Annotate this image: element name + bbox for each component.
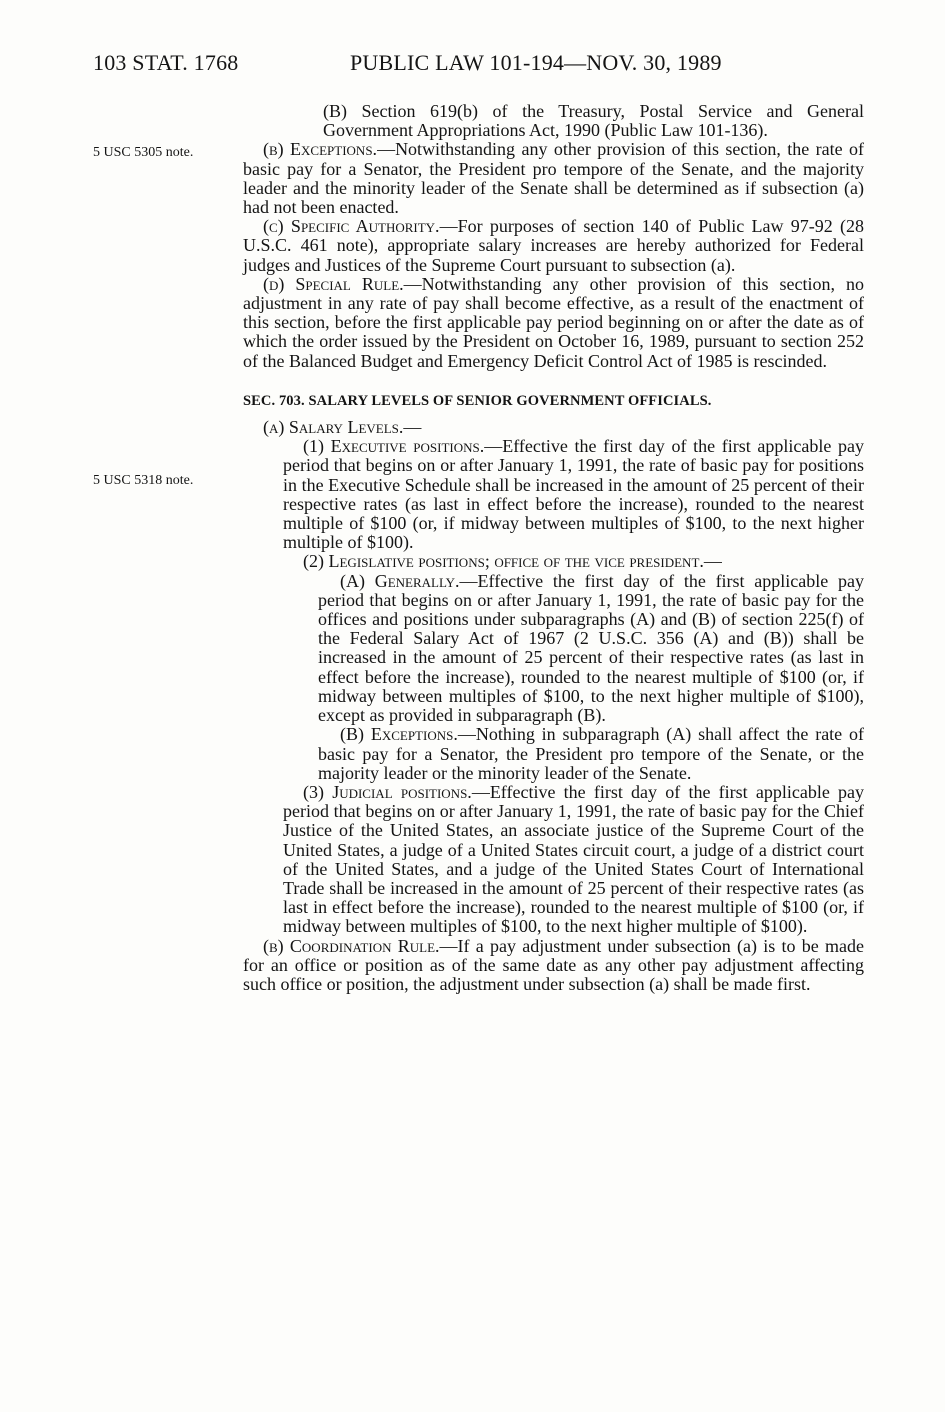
running-title: PUBLIC LAW 101-194—NOV. 30, 1989 xyxy=(350,50,722,75)
text-special-rule: —Notwithstanding any other provision of this section, no adjustment in any rate of pay shall become effective, as a result of the enactment of this section, before the first applicable pay period beginning on or after the date as of which the order issued by the President on October 16, 1989, pursuant to section 252 of the Balanced Budget and Emergency Deficit Control Act of 1985 is rescinded. xyxy=(243,273,864,371)
heading-generally: (A) Generally. xyxy=(340,570,460,591)
heading-executive-positions: (1) Executive positions. xyxy=(303,436,485,457)
paragraph-b-section-619: (B) Section 619(b) of the Treasury, Postal Service and General Government Appropriations Act, 1990 (Public Law 101-136). xyxy=(323,101,864,141)
text-judicial-positions: —Effective the first day of the first applicable pay period that begins on or after January 1, 1991, the rate of basic pay for the Chief Justice of the United States, an associate justice of the Supreme Court of the United States, a judge of a United States circuit court, a judge of a district court of the United States, and a judge of the United States Court of International Trade shall be increased in the amount of 25 percent of their respective rates (as last in effect before the increase), rounded to the nearest multiple of $100 (or, if midway between multiples of $100, to the next higher multiple of $100). xyxy=(283,781,865,937)
margin-note-5318: 5 USC 5318 note. xyxy=(93,473,194,488)
heading-legislative-positions: (2) Legislative positions; office of the vice president.— xyxy=(303,551,722,572)
paragraph-3-judicial-positions xyxy=(243,783,864,937)
text-coordination-rule: —If a pay adjustment under subsection (a) is to be made for an office or position as of the same date as any other pay adjustment affecting such office or position, the adjustment under subsection (a) shall be made first. xyxy=(243,935,864,994)
margin-note-5305: 5 USC 5305 note. xyxy=(93,145,194,160)
paragraph-b-exceptions xyxy=(243,140,864,217)
heading-judicial-positions: (3) Judicial positions. xyxy=(303,781,472,802)
heading-exceptions: (b) Exceptions. xyxy=(263,139,378,160)
heading-salary-levels: (a) Salary Levels.— xyxy=(263,417,422,438)
heading-specific-authority: (c) Specific Authority. xyxy=(263,216,440,237)
text-exceptions: —Notwithstanding any other provision of this section, the rate of basic pay for a Senator, the President pro tempore of the Senate, and the majority leader and the minority leader of the Senate shall be determined as if subsection (a) had not been enacted. xyxy=(243,139,864,218)
section-703-heading: SEC. 703. SALARY LEVELS OF SENIOR GOVERNMENT OFFICIALS. xyxy=(243,392,712,409)
body-text xyxy=(243,102,864,994)
paragraph-d-special-rule xyxy=(243,275,864,371)
paragraph-2-legislative-positions xyxy=(243,552,864,571)
paragraph-1-executive-positions xyxy=(243,437,864,552)
heading-special-rule: (d) Special Rule. xyxy=(263,273,404,294)
paragraph-2a-generally xyxy=(243,572,864,726)
heading-2b-exceptions: (B) Exceptions. xyxy=(340,724,458,745)
paragraph-c-specific-authority xyxy=(243,217,864,275)
paragraph-b-coordination-rule xyxy=(243,937,864,995)
heading-coordination-rule: (b) Coordination Rule. xyxy=(263,935,440,956)
paragraph-2b-exceptions xyxy=(243,725,864,783)
text-generally: —Effective the first day of the first applicable pay period that begins on or after January 1, 1991, the rate of basic pay for the offices and positions under subparagraphs (A) and (B) of section 225(f) of the Federal Salary Act of 1967 (2 U.S.C. 356 (A) and (B)) shall be increased in the amount of 25 percent of their respective rates (as last in effect before the increase), rounded to the nearest multiple of $100 (or, if midway between multiples of $100, to the next higher multiple of $100), except as provided in subparagraph (B). xyxy=(318,570,864,726)
text-executive-positions: —Effective the first day of the first applicable pay period that begins on or after January 1, 1991, the rate of basic pay for positions in the Executive Schedule shall be increased in the amount of 25 percent of their respective rates (as last in effect before the increase), rounded to the nearest multiple of $100 (or, if midway between multiples of $100, to the next higher multiple of $100). xyxy=(283,436,864,553)
text-2b-exceptions: —Nothing in subparagraph (A) shall affect the rate of basic pay for a Senator, the President pro tempore of the Senate, or the majority leader or the minority leader of the Senate. xyxy=(318,724,864,783)
paragraph-a-salary-levels xyxy=(243,418,864,437)
page-stat-number: 103 STAT. 1768 xyxy=(93,50,239,75)
text-specific-authority: —For purposes of section 140 of Public Law 97-92 (28 U.S.C. 461 note), appropriate salary increases are hereby authorized for Federal judges and Justices of the Supreme Court pursuant to subsection (a). xyxy=(243,216,864,275)
